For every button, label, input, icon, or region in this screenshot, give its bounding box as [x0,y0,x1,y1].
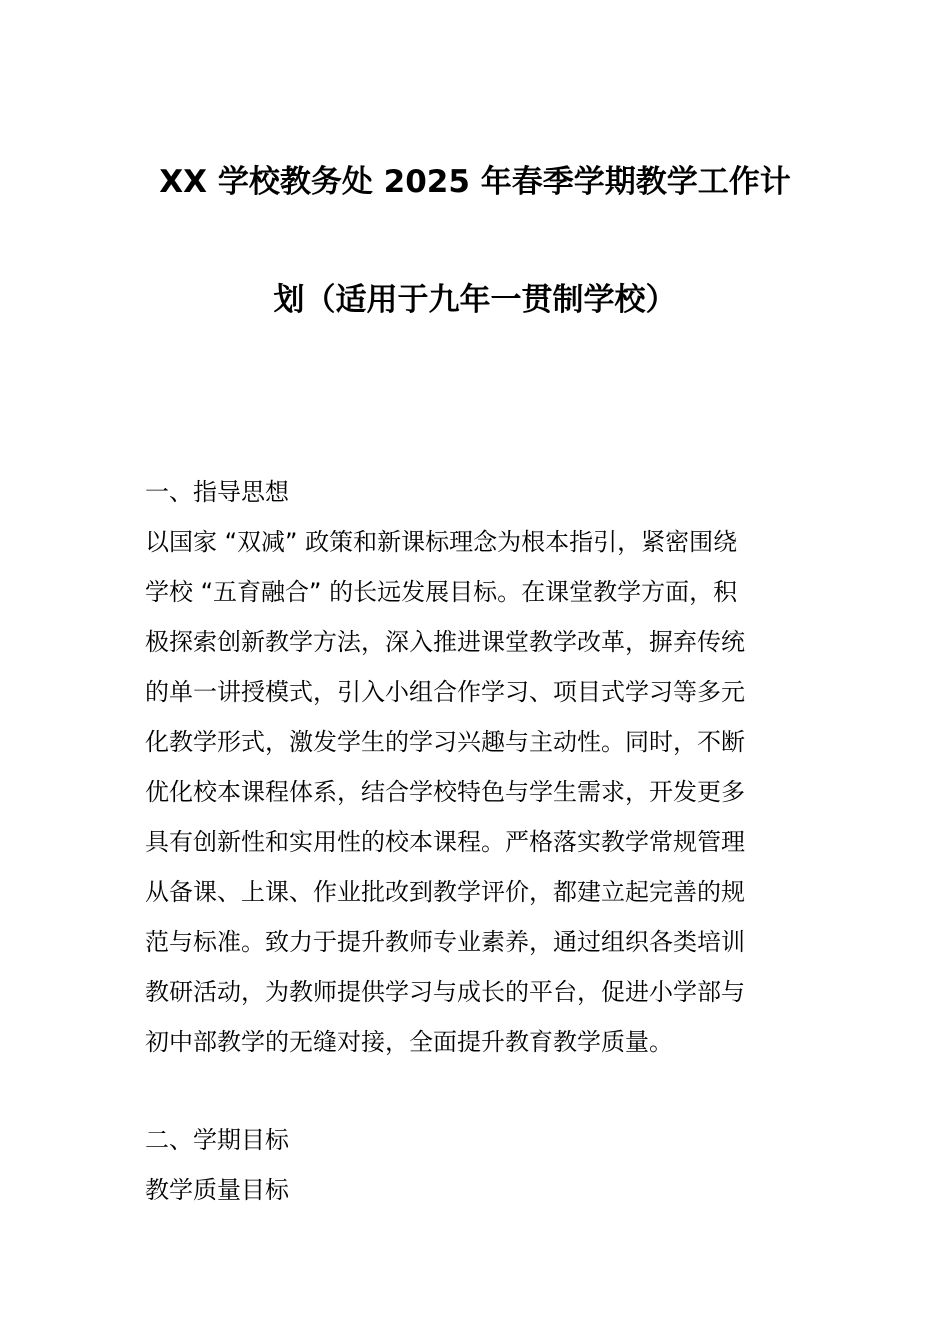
paragraph-line: 具有创新性和实用性的校本课程。严格落实教学常规管理 [145,828,745,856]
paragraph-line: 极探索创新教学方法，深入推进课堂教学改革，摒弃传统 [145,628,745,656]
section-heading-semester-goals: 二、学期目标 [145,1126,289,1154]
paragraph-line: 的单一讲授模式，引入小组合作学习、项目式学习等多元 [145,678,745,706]
section-spacer [145,1067,815,1115]
paragraph-line: 从备课、上课、作业批改到教学评价，都建立起完善的规 [145,878,745,906]
paragraph-line: 化教学形式，激发学生的学习兴趣与主动性。同时，不断 [145,728,745,756]
paragraph-line: 优化校本课程体系，结合学校特色与学生需求，开发更多 [145,778,745,806]
document-body [145,467,815,1215]
paragraph-line: 范与标准。致力于提升教师专业素养，通过组织各类培训 [145,928,745,956]
paragraph-line: 以国家 “双减” 政策和新课标理念为根本指引，紧密围绕 [145,528,738,556]
paragraph-line: 教研活动，为教师提供学习与成长的平台，促进小学部与 [145,978,745,1006]
document-title [140,150,810,332]
paragraph-line: 学校 “五育融合” 的长远发展目标。在课堂教学方面，积 [145,578,738,606]
title-line-1: XX 学校教务处 2025 年春季学期教学工作计 [159,164,791,200]
section-heading-guiding-ideology: 一、指导思想 [145,478,289,506]
title-line-2: 划（适用于九年一贯制学校） [273,282,677,318]
paragraph-line: 初中部教学的无缝对接，全面提升教育教学质量。 [145,1028,673,1056]
guiding-ideology-paragraph [145,517,815,1067]
subheading-teaching-quality-goals: 教学质量目标 [145,1176,289,1204]
